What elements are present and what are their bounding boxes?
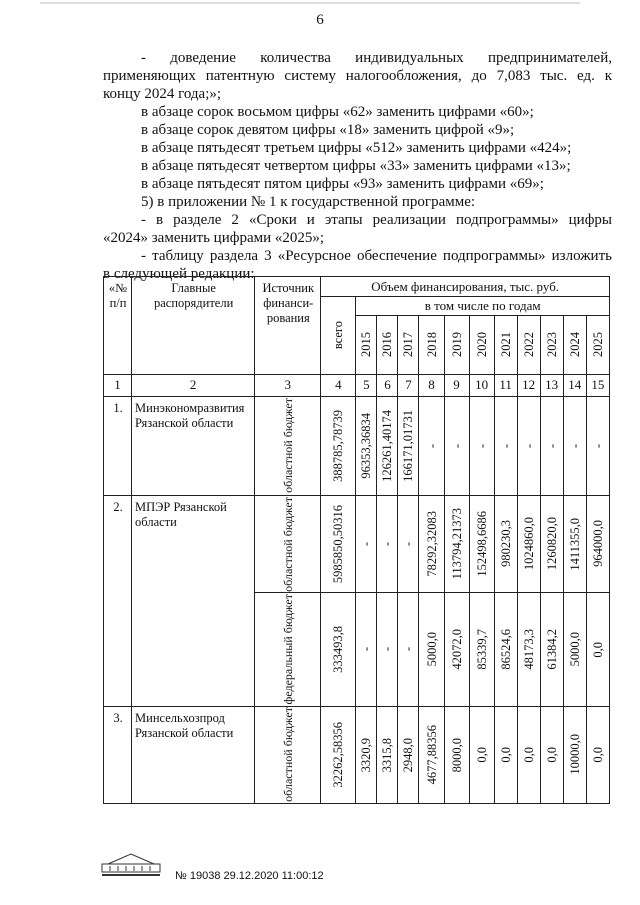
paragraph-line: - таблицу раздела 3 «Ресурсное обеспечение подпрограммы» изложить — [141, 248, 612, 264]
header-num: «№ п/п — [104, 277, 132, 375]
column-number: 6 — [377, 374, 398, 396]
year-value: - — [586, 396, 609, 495]
header-distributors: Главные распорядители — [132, 277, 255, 375]
government-seal-icon — [100, 852, 162, 878]
row-number: 3. — [104, 706, 132, 803]
year-value: 980230,3 — [494, 495, 517, 593]
paragraph-line: в следующей редакции: — [103, 266, 255, 282]
header-year: 2022 — [517, 315, 540, 374]
paragraph-line: - доведение количества индивидуальных предпринимателей, — [141, 50, 612, 66]
year-value: 0,0 — [469, 706, 494, 803]
header-year: 2024 — [563, 315, 586, 374]
year-value: 152498,6686 — [469, 495, 494, 593]
column-number: 1 — [104, 374, 132, 396]
year-value: 113794,21373 — [444, 495, 469, 593]
year-value: 964000,0 — [586, 495, 609, 593]
year-value: 8000,0 — [444, 706, 469, 803]
year-value: - — [356, 495, 377, 593]
year-value: 1024860,0 — [517, 495, 540, 593]
header-source: Источник финанси-рования — [255, 277, 321, 375]
paragraph-line: - в разделе 2 «Сроки и этапы реализации подпрограммы» цифры — [141, 212, 612, 228]
year-value: 85339,7 — [469, 593, 494, 706]
total-value: 333493,8 — [321, 593, 356, 706]
document-footer: № 19038 29.12.2020 11:00:12 — [175, 870, 324, 882]
table-row — [104, 495, 610, 593]
table-row — [104, 396, 610, 495]
year-value: 1260820,0 — [540, 495, 563, 593]
total-value: 388785,78739 — [321, 396, 356, 495]
column-number: 7 — [398, 374, 419, 396]
year-value: 48173,3 — [517, 593, 540, 706]
year-value: 5000,0 — [563, 593, 586, 706]
year-value: 96353,36834 — [356, 396, 377, 495]
header-year: 2025 — [586, 315, 609, 374]
year-value: 5000,0 — [419, 593, 444, 706]
year-value: 0,0 — [494, 706, 517, 803]
year-value: 3320,9 — [356, 706, 377, 803]
column-number: 13 — [540, 374, 563, 396]
year-value: 2948,0 — [398, 706, 419, 803]
header-year: 2023 — [540, 315, 563, 374]
year-value: - — [517, 396, 540, 495]
year-value: 3315,8 — [377, 706, 398, 803]
column-number: 5 — [356, 374, 377, 396]
year-value: 1411355,0 — [563, 495, 586, 593]
funding-source: областной бюджет — [255, 396, 321, 495]
distributor-name: МПЭР Рязанской области — [132, 495, 255, 706]
paragraph-line: в абзаце пятьдесят пятом цифры «93» заменить цифрами «69»; — [141, 176, 544, 192]
year-value: 126261,40174 — [377, 396, 398, 495]
year-value: - — [356, 593, 377, 706]
paragraph-line: применяющих патентную систему налогообложения, до 7,083 тыс. ед. к — [103, 68, 612, 84]
year-value: 166171,01731 — [398, 396, 419, 495]
year-value: 61384,2 — [540, 593, 563, 706]
column-number: 12 — [517, 374, 540, 396]
year-value: - — [494, 396, 517, 495]
column-number: 8 — [419, 374, 444, 396]
row-number: 1. — [104, 396, 132, 495]
header-total: всего — [321, 297, 356, 374]
distributor-name: Минэкономразвития Рязанской области — [132, 396, 255, 495]
header-year: 2017 — [398, 315, 419, 374]
year-value: 42072,0 — [444, 593, 469, 706]
header-year: 2021 — [494, 315, 517, 374]
year-value: 0,0 — [586, 706, 609, 803]
year-value: - — [469, 396, 494, 495]
funding-source: областной бюджет — [255, 706, 321, 803]
header-year: 2020 — [469, 315, 494, 374]
year-value: - — [444, 396, 469, 495]
row-number: 2. — [104, 495, 132, 706]
paragraph-line: «2024» заменить цифрами «2025»; — [103, 230, 325, 246]
column-number: 11 — [494, 374, 517, 396]
paragraph-line: в абзаце пятьдесят третьем цифры «512» заменить цифрами «424»; — [141, 140, 572, 156]
column-number: 3 — [255, 374, 321, 396]
column-number: 14 — [563, 374, 586, 396]
funding-source: областной бюджет — [255, 495, 321, 593]
column-number: 4 — [321, 374, 356, 396]
year-value: - — [563, 396, 586, 495]
page-number: 6 — [316, 12, 324, 28]
column-number: 15 — [586, 374, 609, 396]
budget-table — [103, 276, 610, 804]
year-value: 0,0 — [540, 706, 563, 803]
column-number: 9 — [444, 374, 469, 396]
header-year: 2019 — [444, 315, 469, 374]
year-value: - — [540, 396, 563, 495]
total-value: 32262,58356 — [321, 706, 356, 803]
funding-source: федеральный бюджет — [255, 593, 321, 706]
year-value: 0,0 — [586, 593, 609, 706]
total-value: 5985850,50316 — [321, 495, 356, 593]
header-by-years: в том числе по годам — [356, 297, 610, 315]
year-value: 78292,32083 — [419, 495, 444, 593]
paragraph-line: в абзаце пятьдесят четвертом цифры «33» заменить цифрами «13»; — [141, 158, 571, 174]
paragraph-line: в абзаце сорок восьмом цифры «62» заменить цифрами «60»; — [141, 104, 534, 120]
header-year: 2018 — [419, 315, 444, 374]
year-value: - — [398, 593, 419, 706]
paragraph-line: в абзаце сорок девятом цифры «18» заменить цифрой «9»; — [141, 122, 515, 138]
year-value: 0,0 — [517, 706, 540, 803]
header-year: 2016 — [377, 315, 398, 374]
year-value: 4677,88356 — [419, 706, 444, 803]
distributor-name: Минсельхозпрод Рязанской области — [132, 706, 255, 803]
header-year: 2015 — [356, 315, 377, 374]
paragraph-line: концу 2024 года;»; — [103, 86, 222, 102]
header-volume: Объем финансирования, тыс. руб. — [321, 277, 610, 297]
year-value: - — [377, 593, 398, 706]
column-number: 10 — [469, 374, 494, 396]
year-value: - — [398, 495, 419, 593]
column-number: 2 — [132, 374, 255, 396]
paragraph-line: 5) в приложении № 1 к государственной программе: — [141, 194, 476, 210]
table-row — [104, 706, 610, 803]
year-value: - — [377, 495, 398, 593]
year-value: 86524,6 — [494, 593, 517, 706]
scan-top-line — [40, 2, 580, 4]
year-value: 10000,0 — [563, 706, 586, 803]
year-value: - — [419, 396, 444, 495]
